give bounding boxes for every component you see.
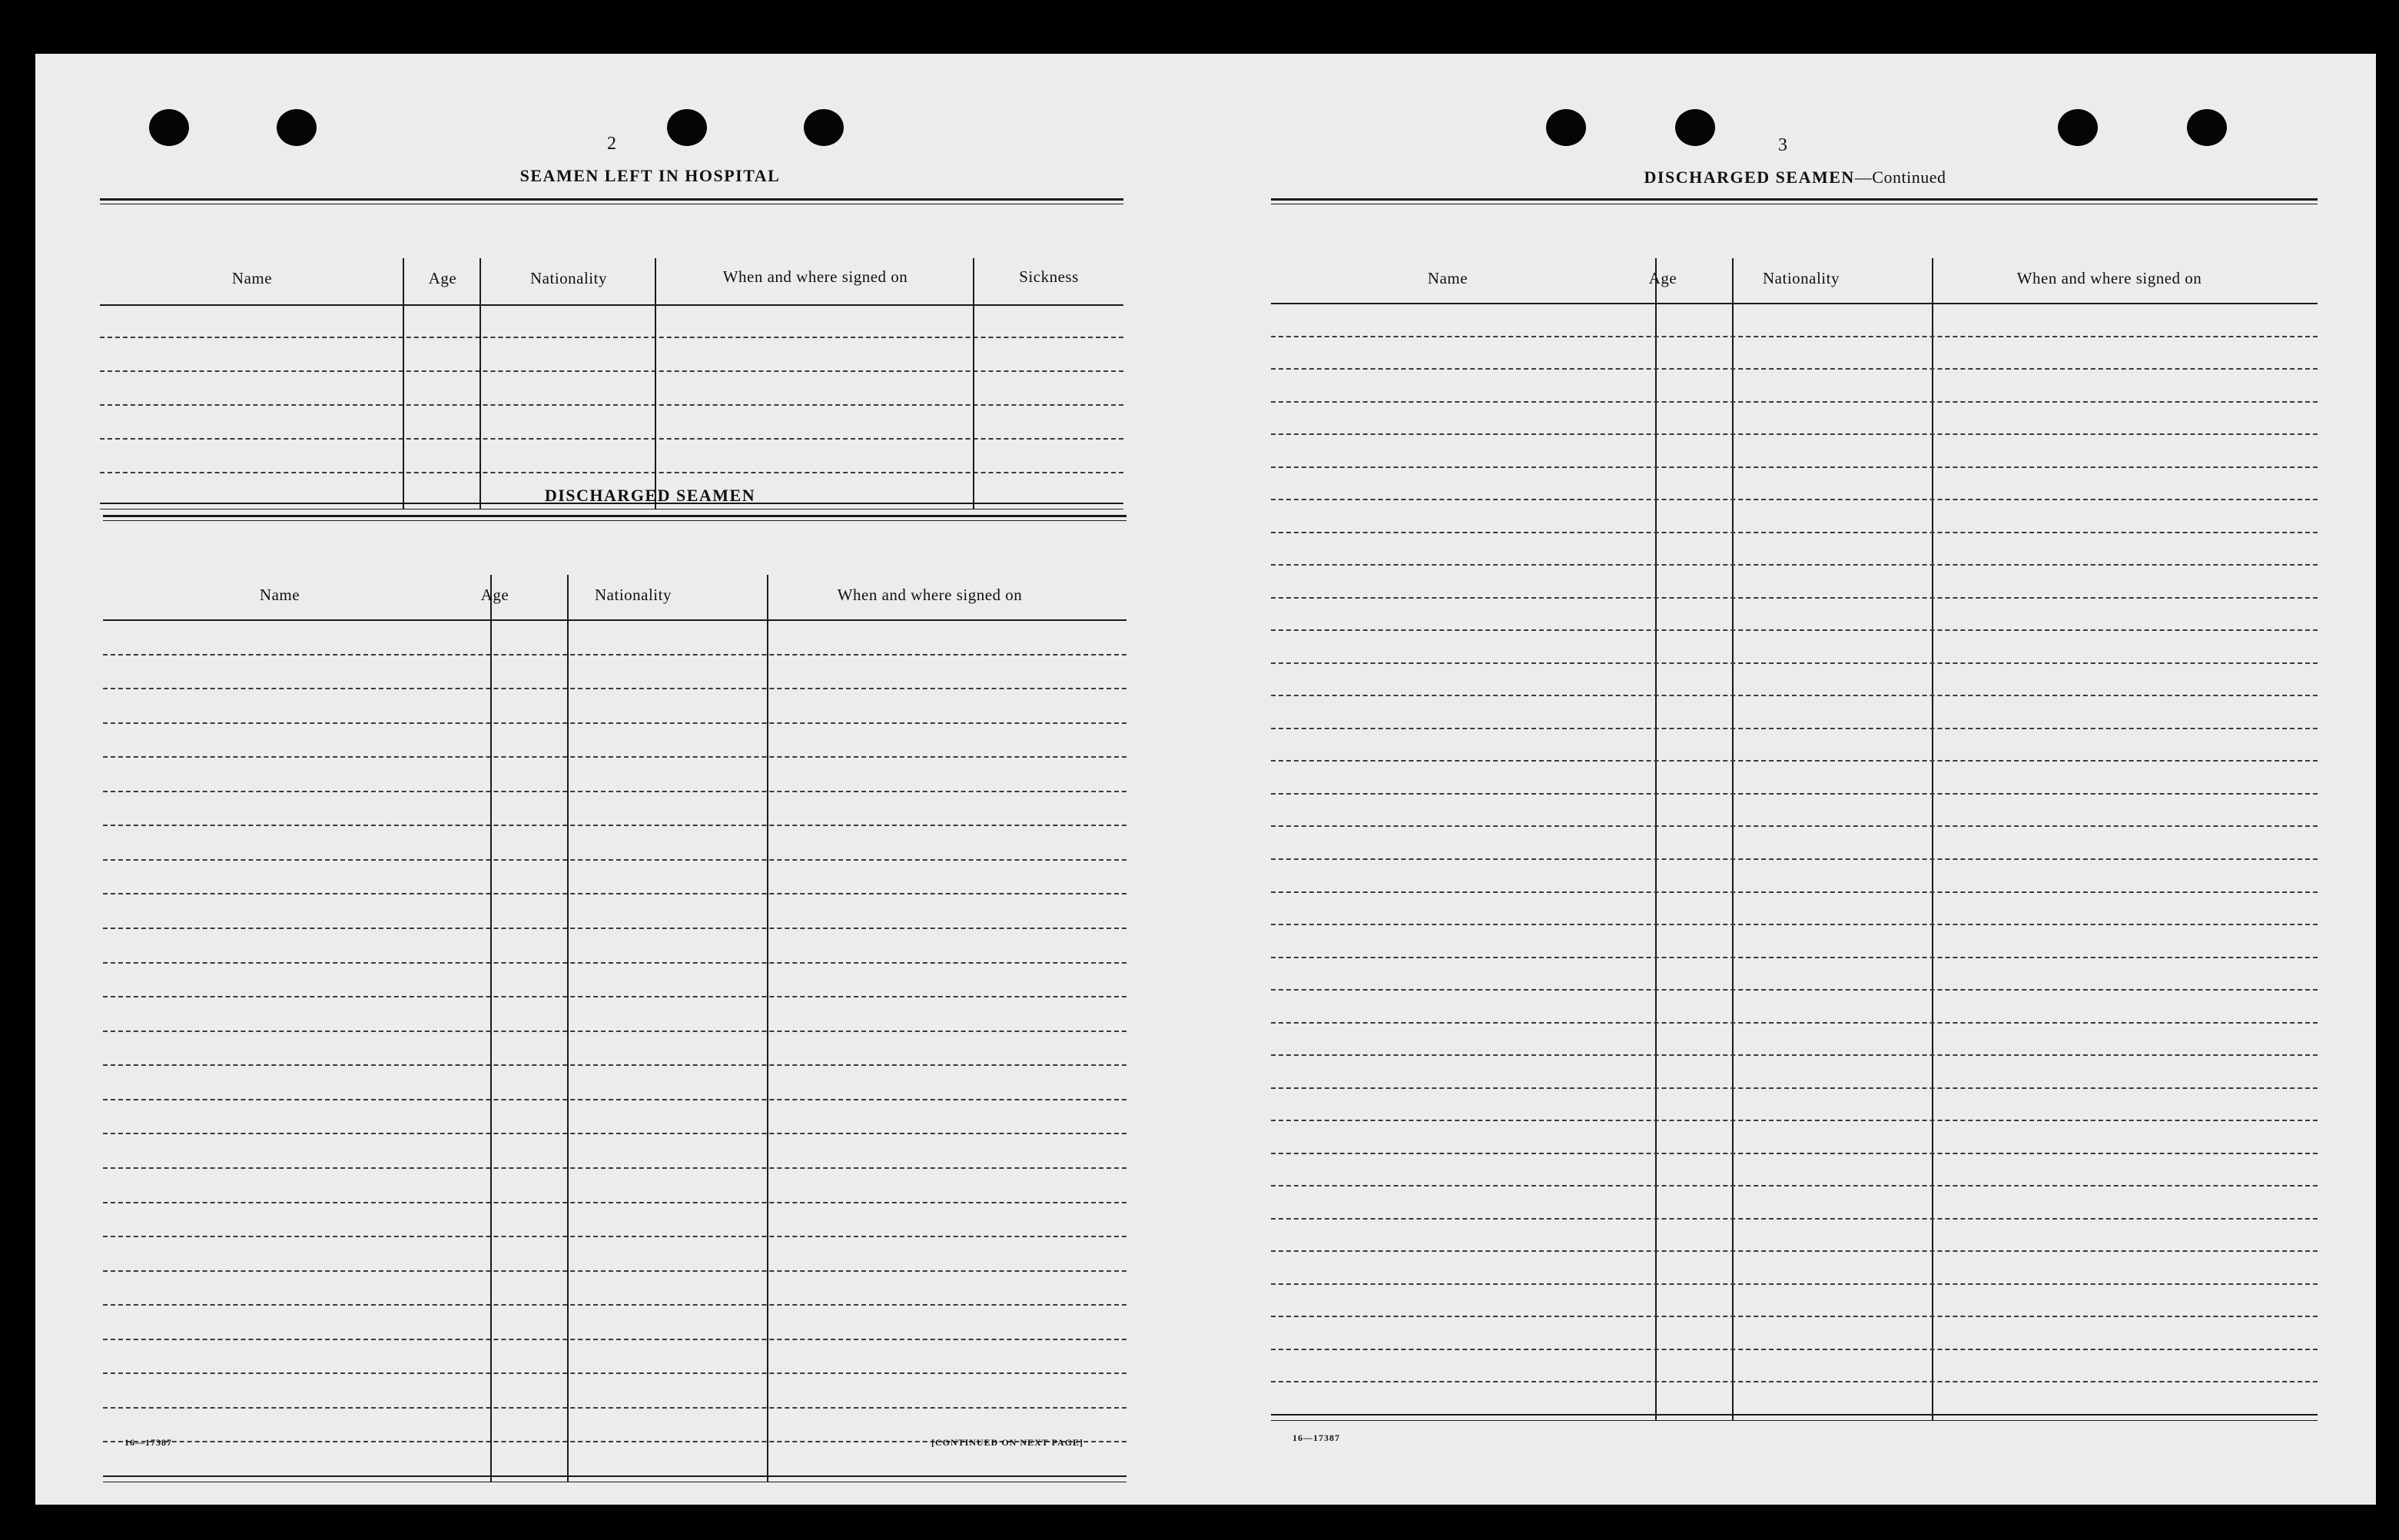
table-row <box>1271 336 2318 337</box>
column-header-nationality: Nationality <box>530 269 607 287</box>
form-sheet <box>35 54 2376 1505</box>
form-code-right: 16—17387 <box>1292 1432 1340 1443</box>
table-row <box>1271 1349 2318 1350</box>
column-header-when-where: When and where signed on <box>722 267 908 286</box>
table-row <box>103 1339 1127 1340</box>
column-header-name: Name <box>259 586 300 604</box>
table-row <box>1271 1087 2318 1089</box>
column-header-nationality: Nationality <box>595 586 672 604</box>
table-row <box>103 1407 1127 1409</box>
page-number-right: 3 <box>1778 135 1787 155</box>
table-row <box>103 722 1127 724</box>
table-row <box>103 996 1127 997</box>
table-row <box>103 859 1127 861</box>
punch-hole <box>804 109 844 146</box>
table-row <box>1271 989 2318 991</box>
table-row <box>103 654 1127 655</box>
table-row <box>1271 1185 2318 1187</box>
table-row <box>103 1304 1127 1306</box>
table-row <box>1271 368 2318 370</box>
column-header-age: Age <box>428 269 457 287</box>
table-row <box>1271 695 2318 696</box>
table-row <box>1271 1022 2318 1024</box>
punch-hole <box>149 109 189 146</box>
table-row <box>103 1236 1127 1237</box>
table-row <box>1271 564 2318 566</box>
column-header-nationality: Nationality <box>1763 269 1840 287</box>
table-row <box>1271 1316 2318 1317</box>
discharged-continued-suffix: —Continued <box>1854 168 1946 187</box>
table-row <box>1271 891 2318 893</box>
table-row <box>1271 1218 2318 1220</box>
table-row <box>1271 924 2318 925</box>
column-header-when-where: When and where signed on <box>837 586 1023 604</box>
punch-hole <box>2187 109 2227 146</box>
table-row <box>1271 793 2318 795</box>
table-row <box>103 928 1127 929</box>
table-row <box>103 1099 1127 1100</box>
table-row <box>1271 662 2318 664</box>
table-row <box>103 1133 1127 1134</box>
table-row <box>1271 825 2318 827</box>
punch-hole <box>277 109 317 146</box>
column-header-age: Age <box>1648 269 1677 287</box>
table-row <box>103 962 1127 964</box>
discharged-section-title: DISCHARGED SEAMEN <box>544 486 756 505</box>
table-row <box>103 1064 1127 1066</box>
page-number-left: 2 <box>607 134 616 154</box>
table-row <box>1271 957 2318 958</box>
table-row <box>1271 760 2318 762</box>
column-header-sickness: Sickness <box>1019 267 1079 286</box>
table-row <box>103 1202 1127 1203</box>
table-row <box>1271 597 2318 599</box>
table-row <box>103 791 1127 792</box>
table-row <box>103 756 1127 758</box>
table-row <box>103 1270 1127 1272</box>
table-row <box>1271 629 2318 631</box>
discharged-continued-title <box>1580 168 2010 188</box>
table-row <box>1271 433 2318 435</box>
table-row <box>1271 1120 2318 1121</box>
table-row <box>103 893 1127 894</box>
column-header-when-where: When and where signed on <box>2016 269 2202 287</box>
table-row <box>1271 1054 2318 1056</box>
form-code-left: 16—17387 <box>124 1437 172 1448</box>
table-row <box>1271 401 2318 403</box>
table-row <box>1271 1283 2318 1285</box>
punch-hole <box>2058 109 2098 146</box>
table-row <box>1271 532 2318 533</box>
discharged-table <box>103 515 1127 1485</box>
table-row <box>1271 1250 2318 1252</box>
table-row <box>103 1031 1127 1032</box>
punch-hole <box>667 109 707 146</box>
hospital-section-title: SEAMEN LEFT IN HOSPITAL <box>519 166 781 185</box>
table-row <box>103 1167 1127 1169</box>
column-header-age: Age <box>480 586 509 604</box>
table-row <box>103 688 1127 689</box>
table-row <box>1271 466 2318 468</box>
table-row <box>103 1372 1127 1374</box>
column-header-name: Name <box>1427 269 1468 287</box>
table-row <box>103 825 1127 826</box>
table-row <box>1271 728 2318 729</box>
discharged-continued-table <box>1271 198 2318 1428</box>
discharged-continued-title-main: DISCHARGED SEAMEN <box>1644 168 1855 187</box>
punch-hole <box>1675 109 1715 146</box>
continued-note: [CONTINUED ON NEXT PAGE] <box>931 1437 1083 1448</box>
table-row <box>1271 858 2318 860</box>
punch-hole <box>1546 109 1586 146</box>
hospital-table <box>100 198 1123 515</box>
table-row <box>1271 1153 2318 1154</box>
table-row <box>1271 499 2318 500</box>
column-header-name: Name <box>231 269 273 287</box>
table-row <box>1271 1381 2318 1382</box>
